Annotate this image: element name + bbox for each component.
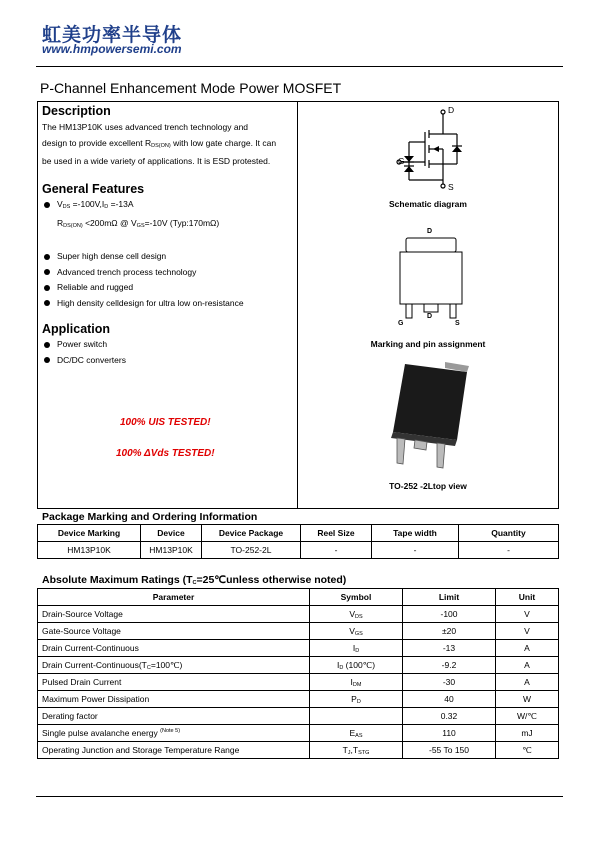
schematic-pin-s: S: [448, 182, 454, 192]
features-heading: General Features: [42, 182, 145, 196]
schematic-pin-g: G: [398, 156, 405, 166]
mosfet-schematic: [395, 106, 465, 196]
feature-spec-vds: $V_{DS} =-100V,I_D =-13A$: [42, 197, 297, 216]
ordering-header: Device Package: [202, 525, 301, 542]
ordering-header: Device: [141, 525, 202, 542]
table-row: Single pulse avalanche energy $^{(Note 5)}$ $E_{AS}$ 110 mJ: [38, 725, 559, 742]
ordering-heading: Package Marking and Ordering Information: [42, 511, 258, 523]
feature-item: Super high dense cell design: [42, 249, 297, 265]
ratings-header: Parameter: [38, 589, 310, 606]
header-rule: [36, 66, 563, 67]
ratings-header: Symbol: [310, 589, 403, 606]
marking-pin-s: S: [455, 320, 460, 327]
ratings-header: Limit: [403, 589, 496, 606]
table-row: Gate-Source Voltage $V_{GS}$ ±20 V: [38, 623, 559, 640]
ordering-header: Device Marking: [38, 525, 141, 542]
application-list: [42, 337, 297, 368]
marking-pin-d: D: [427, 313, 433, 320]
marking-pin-d-top: D: [427, 228, 433, 235]
ordering-header: Quantity: [459, 525, 559, 542]
feature-item: Advanced trench process technology: [42, 265, 297, 281]
features-list: [42, 197, 297, 311]
feature-spec-rds: $R_{DS(ON)} <200m\Omega$ @ $V_{GS}=-10V$ (Typ:170mΩ): [57, 217, 220, 229]
schematic-caption: Schematic diagram: [389, 199, 467, 209]
ratings-heading: Absolute Maximum Ratings ($T_C=25℃unless$ otherwise noted): [42, 574, 347, 586]
document-title: P-Channel Enhancement Mode Power MOSFET: [40, 80, 342, 96]
brand-name: 虹美功率半导体: [42, 24, 183, 46]
ratings-header: Unit: [496, 589, 559, 606]
ordering-header: Reel Size: [301, 525, 372, 542]
ratings-table: [37, 588, 559, 759]
vds-tested-note: 100% ΔVds TESTED!: [116, 448, 215, 459]
feature-item: Reliable and rugged: [42, 280, 297, 296]
table-row: HM13P10K HM13P10K TO-252-2L - - -: [38, 542, 559, 559]
ordering-header: Tape width: [372, 525, 459, 542]
overview-divider: [297, 101, 298, 509]
table-row: Drain-Source Voltage $V_{DS}$ -100 V: [38, 606, 559, 623]
marking-pin-g: G: [398, 320, 404, 327]
footer-rule: [36, 796, 563, 797]
table-row: Derating factor 0.32 W/℃: [38, 708, 559, 725]
package-image: [385, 360, 475, 472]
website-url[interactable]: www.hmpowersemi.com: [42, 42, 182, 56]
table-row: Maximum Power Dissipation $P_D$ 40 W: [38, 691, 559, 708]
table-row: Operating Junction and Storage Temperature Range $T_J,T_{STG}$ -55 To 150 ℃: [38, 742, 559, 759]
application-item: Power switch: [42, 337, 297, 353]
uis-tested-note: 100% UIS TESTED!: [120, 417, 211, 428]
ordering-table: [37, 524, 559, 559]
package-caption: TO-252 -2Ltop view: [389, 481, 467, 491]
schematic-pin-d: D: [448, 105, 455, 115]
description-text: The HM13P10K uses advanced trench technology and design to provide excellent $R_{DS(ON)}$ with low gate charge. It can be used in a wide variety of applications. It is ESD protested.: [42, 122, 277, 166]
table-row: Pulsed Drain Current $I_{DM}$ -30 A: [38, 674, 559, 691]
feature-item: High density celldesign for ultra low on-resistance: [42, 296, 297, 312]
table-row: Drain Current-$Continuous(T_C=100℃)$ $I_D$ (100℃) -9.2 A: [38, 657, 559, 674]
application-heading: Application: [42, 322, 111, 336]
description-heading: Description: [42, 104, 111, 118]
application-item: DC/DC converters: [42, 353, 297, 369]
table-row: Drain Current-Continuous $I_D$ -13 A: [38, 640, 559, 657]
marking-caption: Marking and pin assignment: [370, 339, 486, 349]
